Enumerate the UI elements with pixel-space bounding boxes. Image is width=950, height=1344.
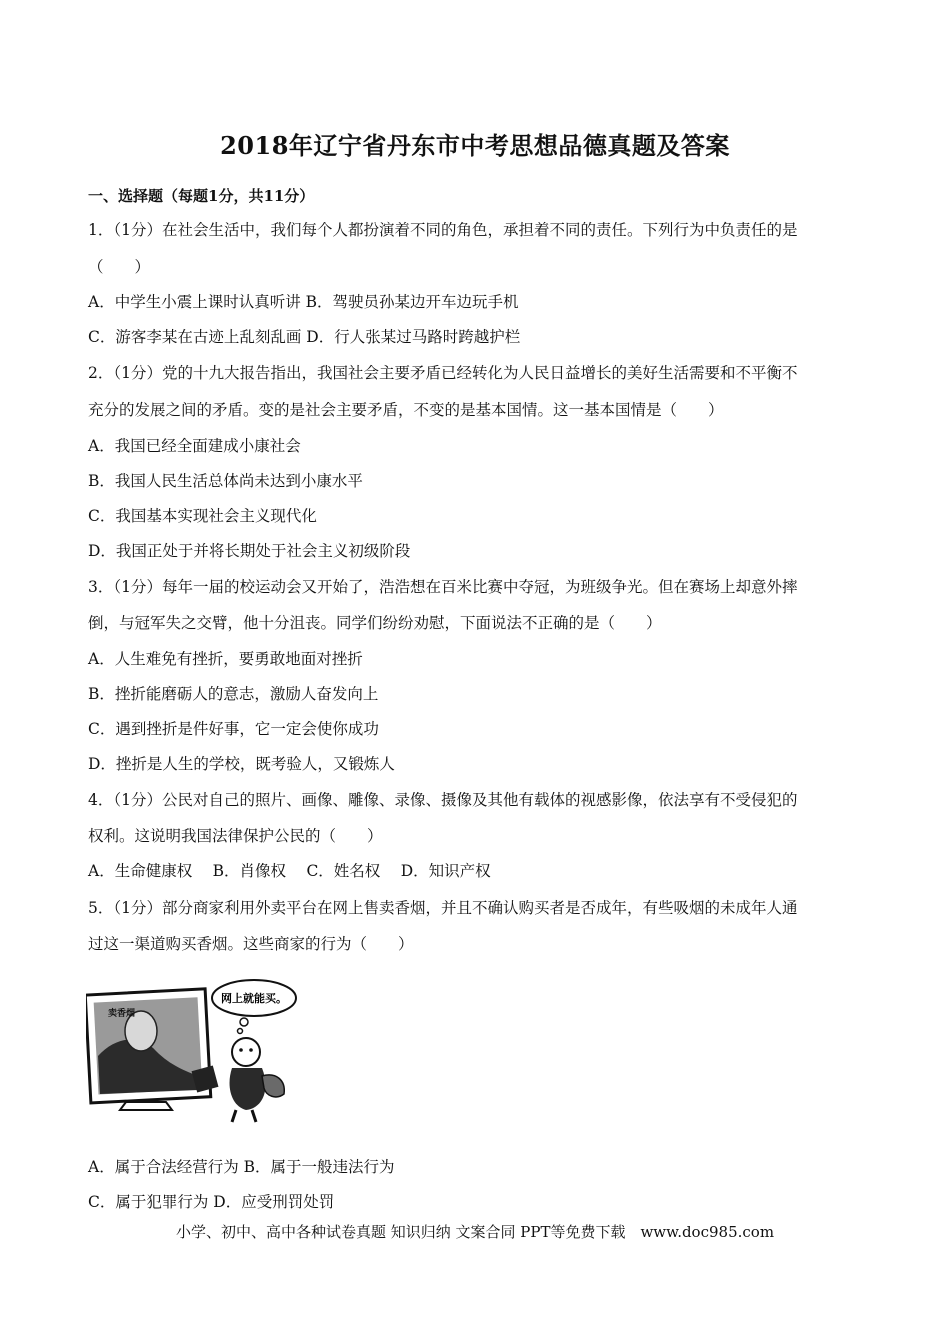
child-legs — [232, 1110, 256, 1122]
question-2-option-c: C．我国基本实现社会主义现代化 — [88, 507, 317, 525]
question-4-line-2: 权利。这说明我国法律保护公民的（ ） — [88, 827, 383, 845]
question-3-option-a: A．人生难免有挫折，要勇敢地面对挫折 — [88, 650, 363, 668]
child-head — [232, 1038, 260, 1066]
question-5-options-ab: A．属于合法经营行为 B．属于一般违法行为 — [88, 1158, 395, 1176]
question-1-options-cd: C．游客李某在古迹上乱刻乱画 D．行人张某过马路时跨越护栏 — [88, 328, 521, 346]
question-2-option-d: D．我国正处于并将长期处于社会主义初级阶段 — [88, 542, 411, 560]
cartoon-illustration — [86, 976, 306, 1124]
child-eye-left — [239, 1048, 243, 1052]
thought-dot-large — [240, 1018, 248, 1026]
screen-text: 卖香烟 — [108, 1009, 136, 1019]
thought-dot-small — [238, 1029, 243, 1034]
question-2-line-2: 充分的发展之间的矛盾。变的是社会主要矛盾，不变的是基本国情。这一基本国情是（ ） — [88, 401, 724, 419]
question-3-option-b: B．挫折能磨砺人的意志，激励人奋发向上 — [88, 685, 379, 703]
question-1-line-1: 1．（1分）在社会生活中，我们每个人都扮演着不同的角色，承担着不同的责任。下列行为中负责任的是 — [88, 221, 798, 239]
question-1-line-2: （ ） — [88, 258, 151, 276]
question-5-line-2: 过这一渠道购买香烟。这些商家的行为（ ） — [88, 935, 414, 953]
question-1-options-ab: A．中学生小震上课时认真听讲 B．驾驶员孙某边开车边玩手机 — [88, 293, 519, 311]
child-eye-right — [249, 1048, 253, 1052]
question-3-line-1: 3．（1分）每年一届的校运动会又开始了，浩浩想在百米比赛中夺冠，为班级争光。但在赛场上却意外摔 — [88, 578, 798, 596]
question-3-line-2: 倒，与冠军失之交臂，他十分沮丧。同学们纷纷劝慰，下面说法不正确的是（ ） — [88, 614, 662, 632]
speech-bubble-text: 网上就能买。 — [221, 992, 287, 1005]
footer-download-note: 小学、初中、高中各种试卷真题 知识归纳 文案合同 PPT等免费下载 www.doc985.com — [175, 1223, 775, 1241]
question-3-option-c: C．遇到挫折是件好事，它一定会使你成功 — [88, 720, 379, 738]
question-5-line-1: 5．（1分）部分商家利用外卖平台在网上售卖香烟，并且不确认购买者是否成年，有些吸烟的未成年人通 — [88, 899, 798, 917]
monitor-stand — [120, 1102, 172, 1110]
question-2-option-a: A．我国已经全面建成小康社会 — [88, 437, 301, 455]
section-heading: 一、选择题（每题1分，共11分） — [88, 187, 315, 205]
child-body — [230, 1068, 266, 1110]
question-2-line-1: 2．（1分）党的十九大报告指出，我国社会主要矛盾已经转化为人民日益增长的美好生活需要和不平衡不 — [88, 364, 798, 382]
question-3-option-d: D．挫折是人生的学校，既考验人，又锻炼人 — [88, 755, 395, 773]
question-2-option-b: B．我国人民生活总体尚未达到小康水平 — [88, 472, 363, 490]
question-4-options: A．生命健康权 B．肖像权 C．姓名权 D．知识产权 — [88, 862, 491, 880]
question-5-options-cd: C．属于犯罪行为 D．应受刑罚处罚 — [88, 1193, 335, 1211]
question-4-line-1: 4．（1分）公民对自己的照片、画像、雕像、录像、摄像及其他有载体的视感影像，依法享有不受侵犯的 — [88, 791, 798, 809]
child-backpack — [262, 1075, 284, 1097]
page-title: 2018年辽宁省丹东市中考思想品德真题及答案 — [220, 131, 730, 160]
